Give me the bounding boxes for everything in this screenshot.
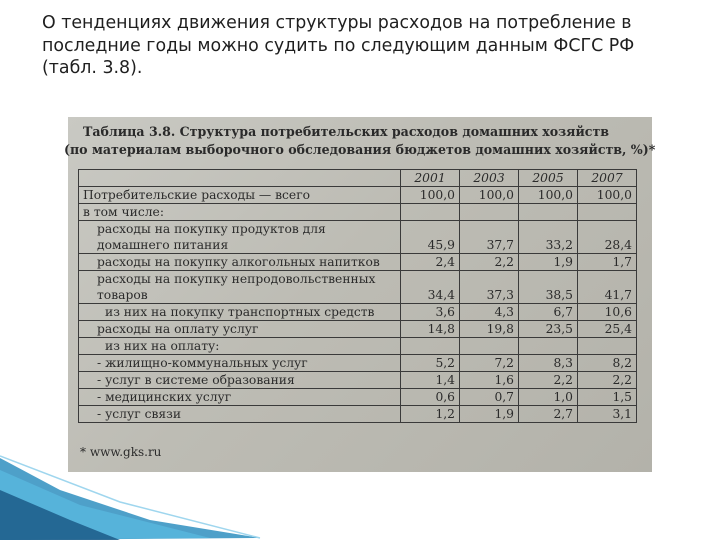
expenditure-table bbox=[78, 169, 637, 423]
cell-value bbox=[578, 204, 637, 221]
table-subcaption: (по материалам выборочного обследования бюджетов домашних хозяйств, %)* bbox=[64, 142, 656, 157]
slide-intro-text: О тенденциях движения структуры расходов на потребление в последние годы можно судить по следующим данным ФСГС РФ (табл. 3.8). bbox=[42, 13, 635, 78]
cell-value: 2,2 bbox=[578, 372, 637, 389]
table-footnote: * www.gks.ru bbox=[80, 445, 162, 459]
year-header: 2005 bbox=[519, 170, 578, 187]
row-label: Потребительские расходы — всего bbox=[79, 187, 401, 204]
cell-value: 25,4 bbox=[578, 321, 637, 338]
cell-value bbox=[460, 338, 519, 355]
cell-value: 3,6 bbox=[401, 304, 460, 321]
cell-value: 2,7 bbox=[519, 406, 578, 423]
cell-value: 100,0 bbox=[578, 187, 637, 204]
cell-value: 10,6 bbox=[578, 304, 637, 321]
cell-value: 6,7 bbox=[519, 304, 578, 321]
cell-value: 37,3 bbox=[460, 271, 519, 304]
table-row bbox=[79, 187, 637, 204]
cell-value: 45,9 bbox=[401, 221, 460, 254]
cell-value bbox=[519, 204, 578, 221]
cell-value bbox=[401, 338, 460, 355]
table-photo bbox=[64, 117, 656, 472]
cell-value: 1,4 bbox=[401, 372, 460, 389]
row-label: расходы на покупку алкогольных напитков bbox=[79, 254, 401, 271]
row-label: расходы на оплату услуг bbox=[79, 321, 401, 338]
cell-value: 5,2 bbox=[401, 355, 460, 372]
row-label: - услуг в системе образования bbox=[79, 372, 401, 389]
year-header: 2001 bbox=[401, 170, 460, 187]
cell-value bbox=[519, 338, 578, 355]
row-label: в том числе: bbox=[79, 204, 401, 221]
row-label: расходы на покупку продуктов для домашнего питания bbox=[79, 221, 401, 254]
row-label: расходы на покупку непродовольственных товаров bbox=[79, 271, 401, 304]
cell-value: 33,2 bbox=[519, 221, 578, 254]
row-label: - услуг связи bbox=[79, 406, 401, 423]
cell-value: 4,3 bbox=[460, 304, 519, 321]
cell-value: 37,7 bbox=[460, 221, 519, 254]
cell-value: 1,9 bbox=[519, 254, 578, 271]
table-row bbox=[79, 406, 637, 423]
cell-value: 19,8 bbox=[460, 321, 519, 338]
cell-value: 8,3 bbox=[519, 355, 578, 372]
cell-value: 2,2 bbox=[519, 372, 578, 389]
cell-value: 0,6 bbox=[401, 389, 460, 406]
table-row bbox=[79, 372, 637, 389]
cell-value: 1,0 bbox=[519, 389, 578, 406]
decorative-corner-swoosh bbox=[0, 450, 720, 540]
table-row bbox=[79, 221, 637, 254]
cell-value: 23,5 bbox=[519, 321, 578, 338]
cell-value: 3,1 bbox=[578, 406, 637, 423]
cell-value: 0,7 bbox=[460, 389, 519, 406]
cell-value: 34,4 bbox=[401, 271, 460, 304]
cell-value: 7,2 bbox=[460, 355, 519, 372]
row-label: - медицинских услуг bbox=[79, 389, 401, 406]
table-row bbox=[79, 204, 637, 221]
cell-value: 100,0 bbox=[460, 187, 519, 204]
cell-value: 1,9 bbox=[460, 406, 519, 423]
cell-value: 14,8 bbox=[401, 321, 460, 338]
cell-value bbox=[578, 338, 637, 355]
cell-value: 1,5 bbox=[578, 389, 637, 406]
year-header: 2007 bbox=[578, 170, 637, 187]
year-header: 2003 bbox=[460, 170, 519, 187]
table-row bbox=[79, 321, 637, 338]
cell-value: 2,4 bbox=[401, 254, 460, 271]
cell-value: 1,6 bbox=[460, 372, 519, 389]
table-row bbox=[79, 254, 637, 271]
cell-value: 41,7 bbox=[578, 271, 637, 304]
cell-value: 38,5 bbox=[519, 271, 578, 304]
table-row bbox=[79, 355, 637, 372]
table-header-row bbox=[79, 170, 637, 187]
cell-value: 1,7 bbox=[578, 254, 637, 271]
cell-value: 1,2 bbox=[401, 406, 460, 423]
cell-value: 100,0 bbox=[401, 187, 460, 204]
row-label: из них на покупку транспортных средств bbox=[79, 304, 401, 321]
row-label: - жилищно-коммунальных услуг bbox=[79, 355, 401, 372]
table-row bbox=[79, 389, 637, 406]
cell-value: 2,2 bbox=[460, 254, 519, 271]
header-empty-cell bbox=[79, 170, 401, 187]
cell-value: 100,0 bbox=[519, 187, 578, 204]
cell-value: 28,4 bbox=[578, 221, 637, 254]
table-caption: Таблица 3.8. Структура потребительских расходов домашних хозяйств bbox=[82, 124, 610, 139]
table-row bbox=[79, 338, 637, 355]
cell-value: 8,2 bbox=[578, 355, 637, 372]
table-row bbox=[79, 304, 637, 321]
row-label: из них на оплату: bbox=[79, 338, 401, 355]
cell-value bbox=[460, 204, 519, 221]
table-row bbox=[79, 271, 637, 304]
cell-value bbox=[401, 204, 460, 221]
